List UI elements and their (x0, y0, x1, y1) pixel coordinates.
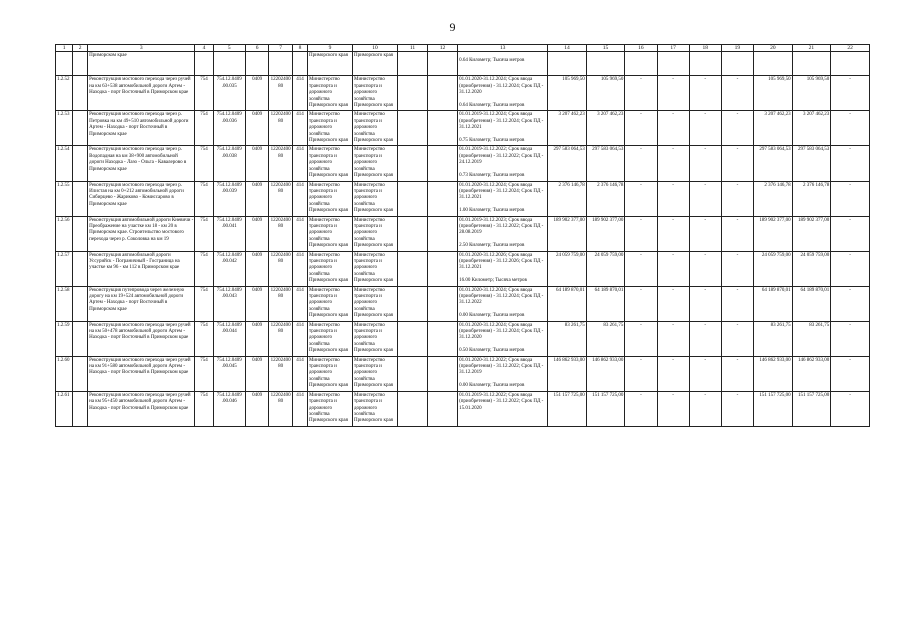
value-15: 105 969,50 (586, 76, 625, 111)
value-21: 297 583 064,53 (792, 146, 831, 181)
expense-type: 414 (292, 76, 307, 111)
value-14: 2 376 146,78 (548, 181, 587, 216)
table-row (56, 356, 870, 391)
value-16: - (625, 391, 657, 426)
empty-cell (398, 181, 428, 216)
empty-cell (73, 111, 88, 146)
value-22: - (831, 286, 870, 321)
column-number: 19 (721, 45, 753, 52)
object-name: Реконструкция мостового перехода через ручей на км 95+450 автомобильной дороги Артем - Находка - порт Восточный в Приморском крае (88, 391, 195, 426)
value-20: 2 376 146,78 (754, 181, 793, 216)
value-18: - (689, 391, 721, 426)
empty-cell (428, 181, 458, 216)
column-number: 21 (792, 45, 831, 52)
value-16: - (625, 111, 657, 146)
table-row (56, 391, 870, 426)
row-number: 1.2.54 (56, 146, 73, 181)
row-number: 1.2.57 (56, 251, 73, 286)
value-14: 105 969,50 (548, 76, 587, 111)
customer: Министерство транспорта и дорожного хозяйства Приморского края (307, 76, 352, 111)
table-row (56, 111, 870, 146)
executor: Министерство транспорта и дорожного хозяйства Приморского края (353, 356, 398, 391)
object-name: Реконструкция автомобильной дороги Кневичи - Преображение на участке км 18 - км 20 в Приморском крае. Строительство мостового перехода через р. Соколовка на км 19 (88, 216, 195, 251)
section-code: 0409 (245, 391, 269, 426)
empty-cell (73, 251, 88, 286)
value-21: 64 189 870,01 (792, 286, 831, 321)
value-21: 189 902 377,00 (792, 216, 831, 251)
term-info (458, 181, 548, 216)
expense-type: 414 (292, 251, 307, 286)
value-21: 105 969,50 (792, 76, 831, 111)
grbs-code: 754 (195, 146, 213, 181)
grbs-code: 754 (195, 216, 213, 251)
term-text: 01.01.2020-31.12.2022; Срок ввода (приобретения) - 31.12.2022; Срок ПД - 31.12.2019 (459, 357, 544, 376)
empty-cell (428, 391, 458, 426)
column-number: 14 (548, 45, 587, 52)
expense-type: 414 (292, 216, 307, 251)
value-20: 151 157 725,00 (754, 391, 793, 426)
empty-cell (398, 146, 428, 181)
target-code: 1220240080 (269, 321, 293, 356)
column-number: 5 (213, 45, 245, 52)
object-name: Реконструкция автомобильной дороги Уссурийск - Пограничный - Госграница на участке км 96 - км 112 в Приморском крае (88, 251, 195, 286)
value-18: - (689, 181, 721, 216)
measure-text: 0.00 Километр; Тысяча метров (459, 312, 525, 318)
empty-cell (73, 286, 88, 321)
value-17: - (657, 216, 689, 251)
term-text: 01.01.2019-31.12.2022; Срок ввода (приобретения) - 31.12.2022; Срок ПД - 24.12.2019 (459, 147, 544, 166)
value-20: 24 059 759,00 (754, 251, 793, 286)
executor: Министерство транспорта и дорожного хозяйства Приморского края (353, 216, 398, 251)
column-number: 15 (586, 45, 625, 52)
expense-type: 414 (292, 181, 307, 216)
table-row (56, 251, 870, 286)
value-21: 3 207 462,23 (792, 111, 831, 146)
object-name: Реконструкция мостового перехода через р. Илистая на км 0+212 автомобильной дороги Сибирцево - Жариково - Комиссарово в Приморском крае (88, 181, 195, 216)
empty-cell (428, 216, 458, 251)
term-text: 01.01.2019-31.12.2022; Срок ввода (приобретения) - 31.12.2022; Срок ПД - 15.01.2020 (459, 392, 544, 411)
measure-text: 0.64 Километр; Тысяча метров (459, 102, 525, 108)
value-21: 2 376 146,78 (792, 181, 831, 216)
column-number: 22 (831, 45, 870, 52)
value-14: 24 059 759,00 (548, 251, 587, 286)
term-text: 01.01.2020-31.12.2024; Срок ввода (приобретения) - 31.12.2024; Срок ПД - 31.12.2020 (459, 322, 544, 341)
value-21: 151 157 725,00 (792, 391, 831, 426)
value-19: - (721, 286, 753, 321)
expense-type: 414 (292, 356, 307, 391)
table-row (56, 286, 870, 321)
value-22: - (831, 391, 870, 426)
measure-text: 2.50 Километр; Тысяча метров (459, 242, 525, 248)
term-info (458, 216, 548, 251)
executor: Министерство транспорта и дорожного хозяйства Приморского края (353, 321, 398, 356)
column-number-row (56, 45, 870, 52)
target-code: 1220240080 (269, 391, 293, 426)
term-text: 01.01.2020-31.12.2024; Срок ввода (приобретения) - 31.12.2024; Срок ПД - 31.12.2021 (459, 182, 544, 201)
value-19: - (721, 76, 753, 111)
target-code: 1220240080 (269, 146, 293, 181)
value-20: 189 902 377,00 (754, 216, 793, 251)
value-16: - (625, 76, 657, 111)
object-code: 754.12.0409 .00.041 (213, 216, 245, 251)
object-code: 754.12.0409 .00.036 (213, 111, 245, 146)
value-15: 83 261,75 (586, 321, 625, 356)
value-18: - (689, 356, 721, 391)
column-number: 20 (754, 45, 793, 52)
value-18: - (689, 146, 721, 181)
value-18: - (689, 111, 721, 146)
value-17: - (657, 391, 689, 426)
value-15: 146 862 933,00 (586, 356, 625, 391)
term-info (458, 251, 548, 286)
value-19: - (721, 251, 753, 286)
continued-name: Приморском крае (88, 52, 195, 76)
column-number: 17 (657, 45, 689, 52)
grbs-code: 754 (195, 391, 213, 426)
value-21: 24 059 759,00 (792, 251, 831, 286)
measure-text: 0.50 Километр; Тысяча метров (459, 347, 525, 353)
expense-type: 414 (292, 286, 307, 321)
table-row (56, 146, 870, 181)
empty-cell (398, 391, 428, 426)
section-code: 0409 (245, 111, 269, 146)
value-17: - (657, 111, 689, 146)
value-20: 83 261,75 (754, 321, 793, 356)
customer: Министерство транспорта и дорожного хозяйства Приморского края (307, 111, 352, 146)
investment-table (55, 44, 870, 427)
grbs-code: 754 (195, 321, 213, 356)
executor: Министерство транспорта и дорожного хозяйства Приморского края (353, 391, 398, 426)
value-15: 24 059 759,00 (586, 251, 625, 286)
empty-cell (73, 321, 88, 356)
term-info (458, 111, 548, 146)
object-code: 754.12.0409 .00.038 (213, 146, 245, 181)
value-17: - (657, 356, 689, 391)
value-17: - (657, 251, 689, 286)
grbs-code: 754 (195, 286, 213, 321)
value-22: - (831, 111, 870, 146)
expense-type: 414 (292, 391, 307, 426)
value-14: 151 157 725,00 (548, 391, 587, 426)
value-19: - (721, 356, 753, 391)
value-15: 64 189 870,01 (586, 286, 625, 321)
object-name: Реконструкция мостового перехода через ручей на км 63+538 автомобильной дороги Артем - Находка - порт Восточный в Приморском крае (88, 76, 195, 111)
customer: Министерство транспорта и дорожного хозяйства Приморского края (307, 216, 352, 251)
empty-cell (73, 391, 88, 426)
value-19: - (721, 181, 753, 216)
target-code: 1220240080 (269, 286, 293, 321)
object-code: 754.12.0409 .00.042 (213, 251, 245, 286)
section-code: 0409 (245, 356, 269, 391)
table-row (56, 181, 870, 216)
value-19: - (721, 111, 753, 146)
measure-text: 16.00 Километр; Тысяча метров (459, 277, 527, 283)
value-15: 2 376 146,78 (586, 181, 625, 216)
value-15: 3 207 462,23 (586, 111, 625, 146)
value-16: - (625, 286, 657, 321)
executor: Министерство транспорта и дорожного хозяйства Приморского края (353, 76, 398, 111)
value-14: 64 189 870,01 (548, 286, 587, 321)
grbs-code: 754 (195, 356, 213, 391)
executor: Министерство транспорта и дорожного хозяйства Приморского края (353, 251, 398, 286)
row-number: 1.2.61 (56, 391, 73, 426)
value-18: - (689, 321, 721, 356)
column-number: 9 (307, 45, 352, 52)
value-20: 3 207 462,23 (754, 111, 793, 146)
target-code: 1220240080 (269, 76, 293, 111)
empty-cell (73, 181, 88, 216)
value-20: 105 969,50 (754, 76, 793, 111)
section-code: 0409 (245, 286, 269, 321)
value-16: - (625, 216, 657, 251)
value-17: - (657, 146, 689, 181)
column-number: 6 (245, 45, 269, 52)
value-16: - (625, 251, 657, 286)
term-text: 01.01.2020-31.12.2026; Срок ввода (приобретения) - 31.12.2026; Срок ПД - 31.12.2021 (459, 252, 544, 271)
customer: Министерство транспорта и дорожного хозяйства Приморского края (307, 181, 352, 216)
continued-row (56, 52, 870, 76)
object-code: 754.12.0409 .00.046 (213, 391, 245, 426)
term-text: 01.01.2020-31.12.2024; Срок ввода (приобретения) - 31.12.2024; Срок ПД - 31.12.2022 (459, 287, 544, 306)
value-18: - (689, 286, 721, 321)
executor: Министерство транспорта и дорожного хозяйства Приморского края (353, 111, 398, 146)
term-text: 01.01.2020-31.12.2024; Срок ввода (приобретения) - 31.12.2024; Срок ПД - 31.12.2020 (459, 77, 544, 96)
value-21: 83 261,75 (792, 321, 831, 356)
column-number: 8 (292, 45, 307, 52)
empty-cell (398, 356, 428, 391)
measure-text: 0.00 Километр; Тысяча метров (459, 382, 525, 388)
column-number: 18 (689, 45, 721, 52)
value-20: 64 189 870,01 (754, 286, 793, 321)
value-16: - (625, 321, 657, 356)
object-name: Реконструкция мостового перехода через ручей на км 91+580 автомобильной дороги Артем - Находка - порт Восточный в Приморском крае (88, 356, 195, 391)
object-name: Реконструкция мостового перехода через р. Петровка на км 49+510 автомобильной дороги Артем - Находка - порт Восточный в Приморском крае (88, 111, 195, 146)
empty-cell (398, 286, 428, 321)
table-row (56, 321, 870, 356)
value-15: 151 157 725,00 (586, 391, 625, 426)
column-number: 4 (195, 45, 213, 52)
value-22: - (831, 76, 870, 111)
column-number: 7 (269, 45, 293, 52)
term-text: 01.01.2019-31.12.2023; Срок ввода (приобретения) - 31.12.2022; Срок ПД - 28.08.2019 (459, 217, 544, 236)
object-name: Реконструкция путепровода через железную дорогу на км 19+524 автомобильной дороги Артем - Находка - порт Восточный в Приморском крае (88, 286, 195, 321)
empty-cell (428, 251, 458, 286)
customer: Министерство транспорта и дорожного хозяйства Приморского края (307, 321, 352, 356)
empty-cell (73, 216, 88, 251)
row-number: 1.2.52 (56, 76, 73, 111)
column-number: 11 (398, 45, 428, 52)
executor: Министерство транспорта и дорожного хозяйства Приморского края (353, 146, 398, 181)
empty-cell (428, 356, 458, 391)
value-16: - (625, 181, 657, 216)
target-code: 1220240080 (269, 111, 293, 146)
customer: Министерство транспорта и дорожного хозяйства Приморского края (307, 391, 352, 426)
value-14: 83 261,75 (548, 321, 587, 356)
value-19: - (721, 146, 753, 181)
term-text: 01.01.2019-31.12.2024; Срок ввода (приобретения) - 31.12.2024; Срок ПД - 31.12.2021 (459, 112, 544, 131)
value-19: - (721, 391, 753, 426)
section-code: 0409 (245, 321, 269, 356)
continued-executor: Приморского края (353, 52, 398, 76)
measure-text: 0.75 Километр; Тысяча метров (459, 137, 525, 143)
target-code: 1220240080 (269, 251, 293, 286)
value-14: 146 862 933,00 (548, 356, 587, 391)
value-14: 297 583 064,53 (548, 146, 587, 181)
object-code: 754.12.0409 .00.045 (213, 356, 245, 391)
target-code: 1220240080 (269, 216, 293, 251)
grbs-code: 754 (195, 181, 213, 216)
value-22: - (831, 181, 870, 216)
section-code: 0409 (245, 76, 269, 111)
column-number: 16 (625, 45, 657, 52)
expense-type: 414 (292, 111, 307, 146)
empty-cell (73, 76, 88, 111)
value-19: - (721, 216, 753, 251)
value-22: - (831, 356, 870, 391)
term-info (458, 286, 548, 321)
value-15: 189 902 377,00 (586, 216, 625, 251)
object-name: Реконструкция мостового перехода через ручей на км 50+478 автомобильной дороги Артем - Находка - порт Восточный в Приморском крае (88, 321, 195, 356)
column-number: 12 (428, 45, 458, 52)
empty-cell (73, 356, 88, 391)
grbs-code: 754 (195, 111, 213, 146)
continued-measure: 0.64 Километр; Тысяча метров (458, 52, 548, 76)
table-row (56, 76, 870, 111)
target-code: 1220240080 (269, 356, 293, 391)
column-number: 1 (56, 45, 73, 52)
customer: Министерство транспорта и дорожного хозяйства Приморского края (307, 146, 352, 181)
empty-cell (428, 321, 458, 356)
value-20: 146 862 933,00 (754, 356, 793, 391)
value-18: - (689, 251, 721, 286)
page-number: 9 (449, 20, 456, 34)
value-16: - (625, 146, 657, 181)
empty-cell (398, 76, 428, 111)
value-19: - (721, 321, 753, 356)
table-row (56, 216, 870, 251)
empty-cell (398, 321, 428, 356)
value-17: - (657, 286, 689, 321)
continued-customer: Приморского края (307, 52, 352, 76)
executor: Министерство транспорта и дорожного хозяйства Приморского края (353, 286, 398, 321)
grbs-code: 754 (195, 251, 213, 286)
value-22: - (831, 321, 870, 356)
term-info (458, 391, 548, 426)
row-number: 1.2.59 (56, 321, 73, 356)
empty-cell (398, 216, 428, 251)
empty-cell (428, 76, 458, 111)
value-22: - (831, 146, 870, 181)
value-16: - (625, 356, 657, 391)
value-17: - (657, 181, 689, 216)
value-22: - (831, 251, 870, 286)
row-number: 1.2.53 (56, 111, 73, 146)
executor: Министерство транспорта и дорожного хозяйства Приморского края (353, 181, 398, 216)
customer: Министерство транспорта и дорожного хозяйства Приморского края (307, 251, 352, 286)
expense-type: 414 (292, 321, 307, 356)
column-number: 3 (88, 45, 195, 52)
term-info (458, 146, 548, 181)
term-info (458, 76, 548, 111)
row-number: 1.2.55 (56, 181, 73, 216)
object-name: Реконструкция мостового перехода через р. Водопадная на км 38+900 автомобильной дороги Находка - Лазо - Ольга - Кавалерово в Приморском крае (88, 146, 195, 181)
column-number: 2 (73, 45, 88, 52)
object-code: 754.12.0409 .00.039 (213, 181, 245, 216)
row-number: 1.2.56 (56, 216, 73, 251)
customer: Министерство транспорта и дорожного хозяйства Приморского края (307, 356, 352, 391)
term-info (458, 356, 548, 391)
section-code: 0409 (245, 181, 269, 216)
measure-text: 0.73 Километр; Тысяча метров (459, 172, 525, 178)
empty-cell (73, 146, 88, 181)
section-code: 0409 (245, 146, 269, 181)
empty-cell (428, 111, 458, 146)
column-number: 10 (353, 45, 398, 52)
value-18: - (689, 216, 721, 251)
empty-cell (398, 251, 428, 286)
section-code: 0409 (245, 216, 269, 251)
object-code: 754.12.0409 .00.044 (213, 321, 245, 356)
column-number: 13 (458, 45, 548, 52)
customer: Министерство транспорта и дорожного хозяйства Приморского края (307, 286, 352, 321)
section-code: 0409 (245, 251, 269, 286)
value-15: 297 583 064,53 (586, 146, 625, 181)
term-info (458, 321, 548, 356)
value-14: 189 902 377,00 (548, 216, 587, 251)
value-17: - (657, 321, 689, 356)
value-22: - (831, 216, 870, 251)
value-17: - (657, 76, 689, 111)
object-code: 754.12.0409 .00.035 (213, 76, 245, 111)
value-20: 297 583 064,53 (754, 146, 793, 181)
object-code: 754.12.0409 .00.043 (213, 286, 245, 321)
row-number: 1.2.60 (56, 356, 73, 391)
value-21: 146 862 933,00 (792, 356, 831, 391)
grbs-code: 754 (195, 76, 213, 111)
empty-cell (398, 111, 428, 146)
value-18: - (689, 76, 721, 111)
expense-type: 414 (292, 146, 307, 181)
target-code: 1220240080 (269, 181, 293, 216)
row-number: 1.2.58 (56, 286, 73, 321)
empty-cell (428, 146, 458, 181)
measure-text: 1.00 Километр; Тысяча метров (459, 207, 525, 213)
value-14: 3 207 462,23 (548, 111, 587, 146)
empty-cell (428, 286, 458, 321)
